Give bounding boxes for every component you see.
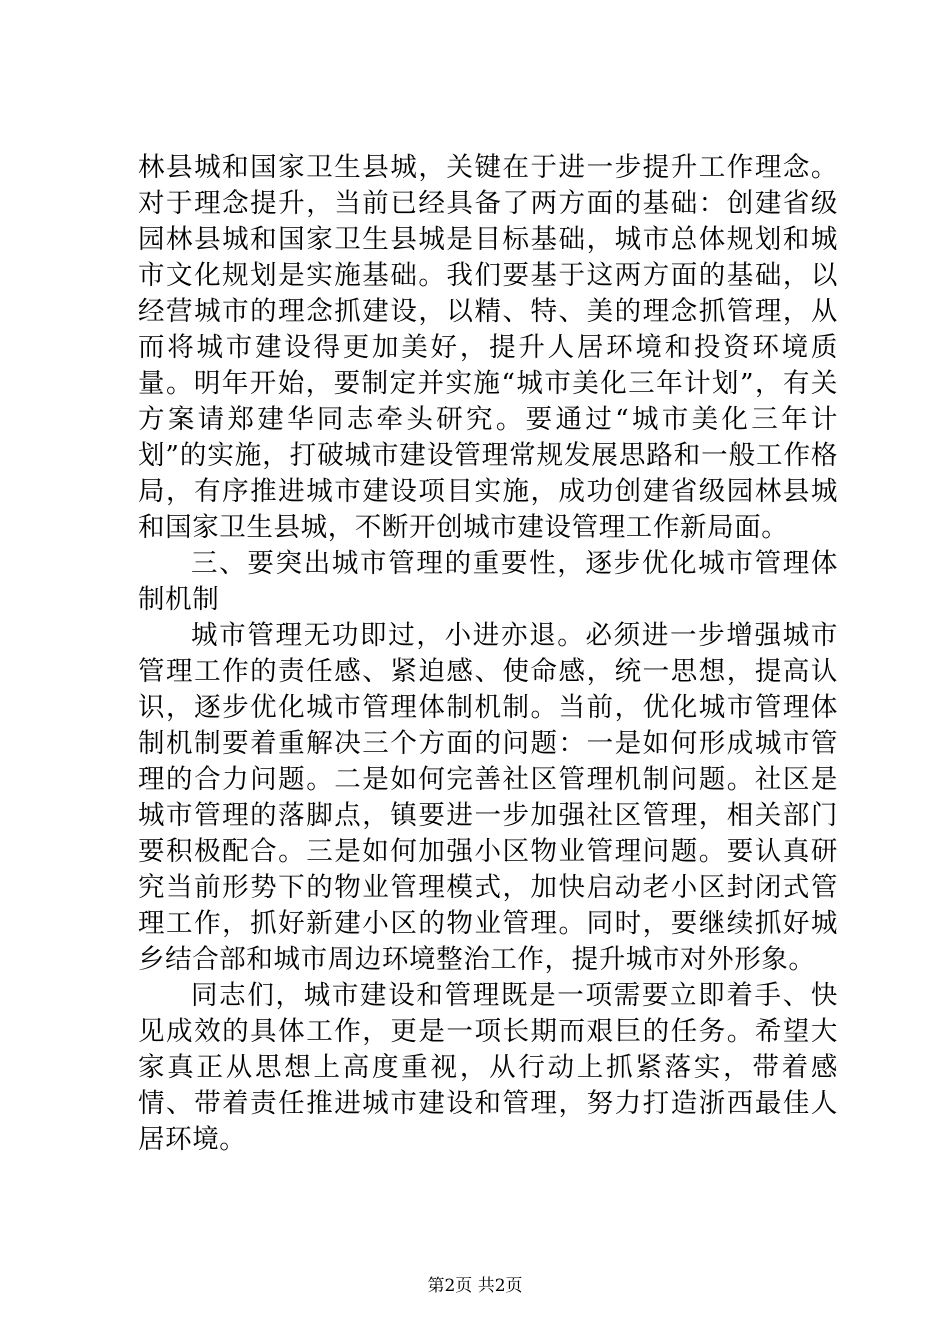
paragraph-continuation: 林县城和国家卫生县城，关键在于进一步提升工作理念。对于理念提升，当前已经具备了两方面的基础：创建省级园林县城和国家卫生县城是目标基础，城市总体规划和城市文化规划是实施基础。我们要基于这两方面的基础，以经营城市的理念抓建设，以精、特、美的理念抓管理，从而将城市建设得更加美好，提升人居环境和投资环境质量。明年开始，要制定并实施“城市美化三年计划”，有关方案请郑建华同志牵头研究。要通过“城市美化三年计划”的实施，打破城市建设管理常规发展思路和一般工作格局，有序推进城市建设项目实施，成功创建省级园林县城和国家卫生县城，不断开创城市建设管理工作新局面。 bbox=[138, 152, 838, 543]
paragraph-city-management: 城市管理无功即过，小进亦退。必须进一步增强城市管理工作的责任感、紧迫感、使命感，统一思想，提高认识，逐步优化城市管理体制机制。当前，优化城市管理体制机制要着重解决三个方面的问题：一是如何形成城市管理的合力问题。二是如何完善社区管理机制问题。社区是城市管理的落脚点，镇要进一步加强社区管理，相关部门要积极配合。三是如何加强小区物业管理问题。要认真研究当前形势下的物业管理模式，加快启动老小区封闭式管理工作，抓好新建小区的物业管理。同时，要继续抓好城乡结合部和城市周边环境整治工作，提升城市对外形象。 bbox=[138, 620, 838, 975]
section-heading: 三、要突出城市管理的重要性，逐步优化城市管理体制机制 bbox=[138, 548, 838, 615]
page-number: 第2页 共2页 bbox=[427, 1276, 523, 1296]
document-body bbox=[138, 150, 838, 1158]
paragraph-closing: 同志们，城市建设和管理既是一项需要立即着手、快见成效的具体工作，更是一项长期而艰巨的任务。希望大家真正从思想上高度重视，从行动上抓紧落实，带着感情、带着责任推进城市建设和管理，努力打造浙西最佳人居环境。 bbox=[138, 980, 838, 1155]
